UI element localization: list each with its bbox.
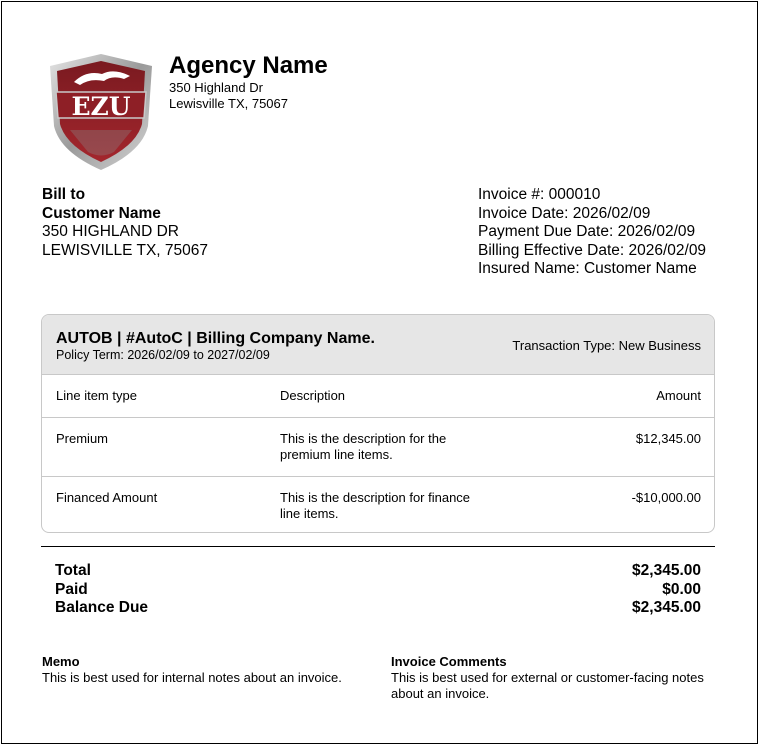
line-item-row [42,418,714,477]
agency-block [169,52,328,112]
line-item-amount: $12,345.00 [635,431,701,446]
line-item-description: This is the description for the premium line items. [280,431,447,462]
memo-section [42,654,372,686]
line-item-description: This is the description for finance line items. [280,490,471,521]
line-item-row [42,477,714,533]
policy-section [41,314,715,533]
invoice-details [478,186,706,279]
total-value: $2,345.00 [632,562,701,579]
paid-label: Paid [55,580,88,598]
bill-to-name: Customer Name [42,204,161,222]
billing-effective-date: Billing Effective Date: 2026/02/09 [478,241,707,259]
line-item-type: Premium [56,431,109,446]
transaction-type: Transaction Type: New Business [512,338,701,353]
balance-due-row [55,599,701,618]
balance-due-label: Balance Due [55,599,149,616]
line-item-type: Financed Amount [56,490,158,505]
logo-text: EZU [71,92,131,121]
line-item-amount: -$10,000.00 [631,490,701,505]
bill-to-label: Bill to [42,186,86,203]
agency-name: Agency Name [169,52,328,79]
total-label: Total [55,562,91,579]
agency-logo [44,52,158,172]
policy-title: AUTOB | #AutoC | Billing Company Name. [56,330,375,347]
totals-block [55,562,701,618]
payment-due-date: Payment Due Date: 2026/02/09 [478,223,696,240]
insured-name: Insured Name: Customer Name [478,260,697,277]
policy-header [42,315,714,375]
paid-row [55,581,701,600]
balance-due-value: $2,345.00 [632,599,701,616]
invoice-comments-section [391,654,721,702]
line-items-header-row [42,375,714,418]
invoice-number: Invoice #: 000010 [478,186,601,203]
bill-to-block [42,186,208,260]
agency-address-line1: 350 Highland Dr [169,80,263,95]
bill-to-address-line2: LEWISVILLE TX, 75067 [42,241,209,259]
invoice-comments-text: This is best used for external or customer-facing notes about an invoice. [391,670,704,701]
invoice-comments-label: Invoice Comments [391,654,507,669]
policy-term: Policy Term: 2026/02/09 to 2027/02/09 [56,348,270,362]
agency-address-line2: Lewisville TX, 75067 [169,96,288,111]
paid-value: $0.00 [662,580,701,598]
memo-text: This is best used for internal notes about an invoice. [42,670,342,685]
total-row [55,562,701,581]
invoice-date: Invoice Date: 2026/02/09 [478,204,651,222]
bill-to-address-line1: 350 HIGHLAND DR [42,223,179,240]
column-header-description: Description [280,388,346,403]
column-header-amount: Amount [656,388,701,403]
column-header-type: Line item type [56,388,137,403]
memo-label: Memo [42,654,80,669]
totals-divider [41,546,715,547]
